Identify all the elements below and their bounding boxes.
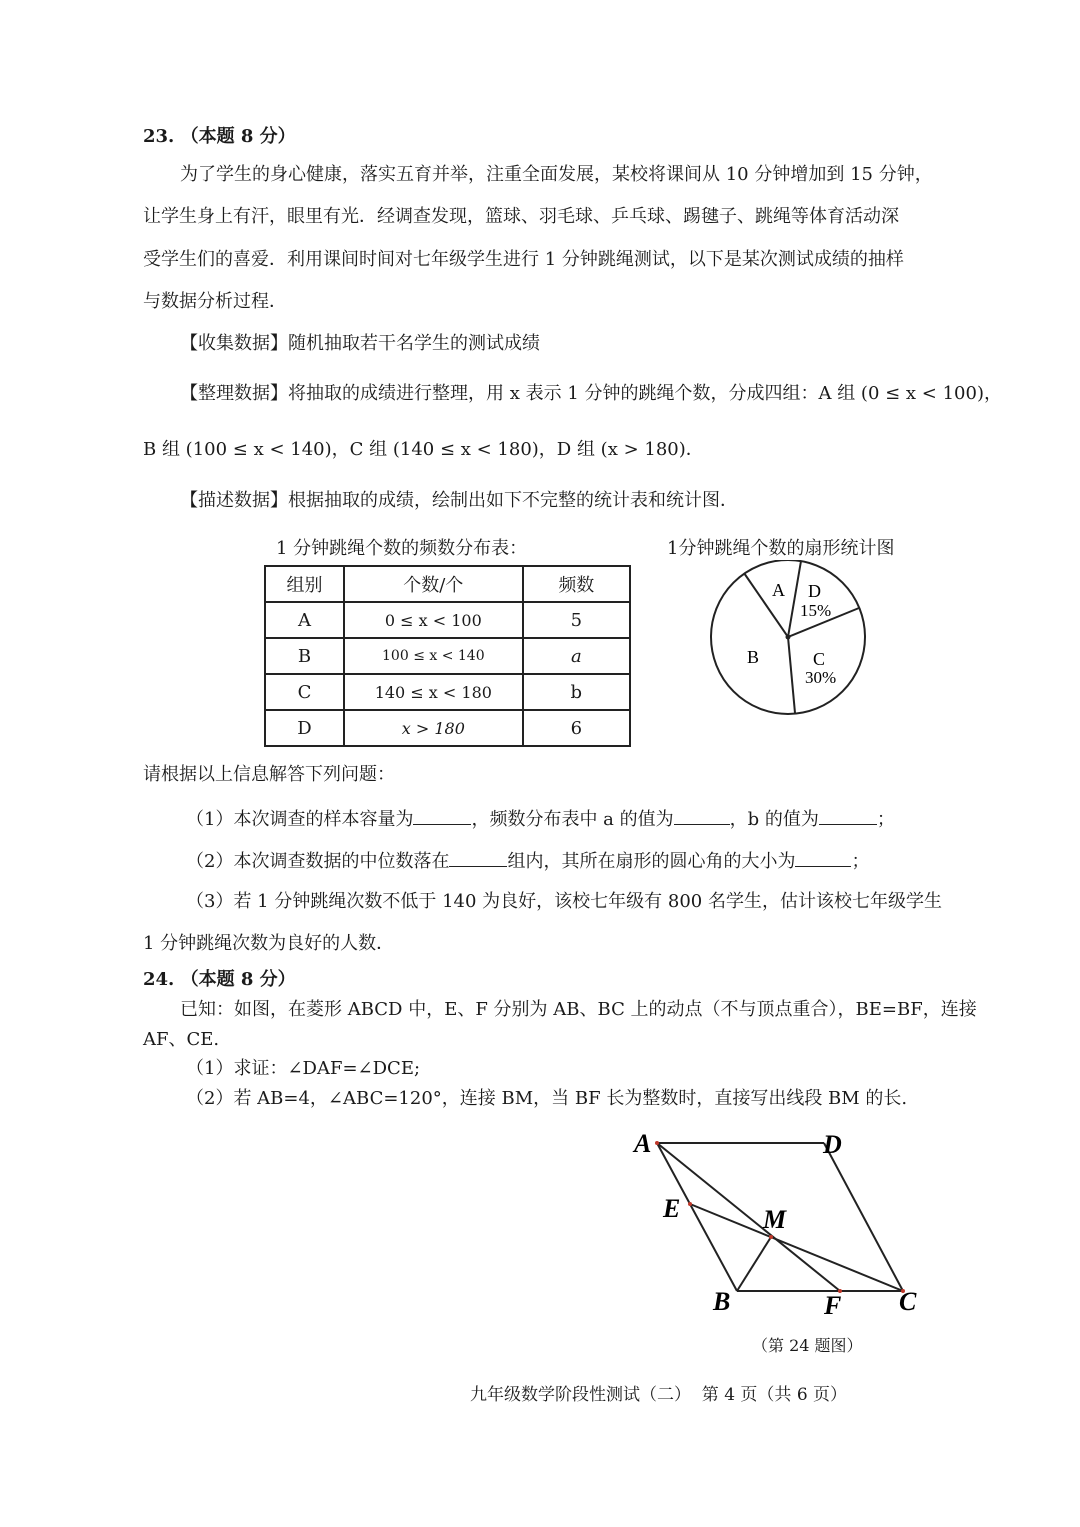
q24-header: 24. （本题 8 分）: [143, 969, 296, 990]
answer-blank[interactable]: [795, 850, 851, 867]
pie-label-c: C: [813, 649, 826, 669]
pie-label-b: B: [747, 647, 760, 667]
side-dc: [824, 1143, 903, 1291]
point-m: [769, 1235, 773, 1239]
label-e: E: [663, 1194, 681, 1223]
table-header-cell: 频数: [523, 566, 630, 602]
table-cell: 140 ≤ x < 180: [344, 674, 523, 710]
sub1-part-c: ，b 的值为: [729, 809, 819, 830]
q24-sub-1: （1）求证：∠DAF=∠DCE;: [186, 1058, 421, 1079]
q23-para-line-3: 受学生们的喜爱．利用课间时间对七年级学生进行 1 分钟跳绳测试，以下是某次测试成绩的抽样: [143, 249, 904, 270]
pie-divider-cb: [788, 637, 795, 713]
pie-label-d-percent: 15%: [800, 601, 832, 620]
table-row: [265, 674, 630, 710]
sub2-end: ；: [851, 851, 870, 872]
q23-para-line-2: 让学生身上有汗，眼里有光．经调查发现，篮球、羽毛球、乒乓球、踢毽子、跳绳等体育活动深: [143, 206, 899, 227]
collect-data-line: 【收集数据】随机抽取若干名学生的测试成绩: [180, 333, 540, 354]
rhombus-figure: [620, 1120, 940, 1320]
q23-header: 23. （本题 8 分）: [143, 126, 296, 147]
describe-data-line: 【描述数据】根据抽取的成绩，绘制出如下不完整的统计表和统计图．: [180, 490, 738, 511]
label-m: M: [763, 1205, 787, 1234]
pie-label-c-percent: 30%: [805, 668, 837, 687]
q23-para-line-1: 为了学生的身心健康，落实五育并举，注重全面发展，某校将课间从 10 分钟增加到 15 分钟，: [180, 164, 933, 185]
table-cell: D: [265, 710, 344, 746]
table-cell: 0 ≤ x < 100: [344, 602, 523, 638]
segment-af: [657, 1143, 840, 1291]
table-header-row: [265, 566, 630, 602]
table-row: [265, 710, 630, 746]
table-cell: A: [265, 602, 344, 638]
table-cell: C: [265, 674, 344, 710]
table-cell: 6: [523, 710, 630, 746]
pie-chart: [700, 560, 880, 730]
point-e: [688, 1202, 692, 1206]
table-cell: b: [523, 674, 630, 710]
organize-data-line-1: 【整理数据】将抽取的成绩进行整理，用 x 表示 1 分钟的跳绳个数，分成四组：A 组 (0 ≤ x < 100)，: [180, 383, 1002, 404]
segment-bm: [737, 1237, 771, 1291]
sub1-end: ；: [876, 809, 895, 830]
label-f: F: [824, 1291, 842, 1320]
table-cell: B: [265, 638, 344, 674]
answer-blank[interactable]: [674, 808, 730, 825]
label-d: D: [823, 1130, 842, 1159]
page-footer: 九年级数学阶段性测试（二） 第 4 页（共 6 页）: [470, 1385, 848, 1405]
answer-blank[interactable]: [449, 850, 507, 867]
pie-label-d: D: [808, 581, 821, 601]
table-header-cell: 组别: [265, 566, 344, 602]
sub-question-2: [186, 850, 869, 871]
pie-divider-ad: [788, 561, 801, 637]
label-c: C: [899, 1287, 917, 1316]
table-row: [265, 602, 630, 638]
pie-center: [786, 635, 791, 640]
question-intro: 请根据以上信息解答下列问题：: [143, 764, 395, 785]
sub2-part-b: 组内，其所在扇形的圆心角的大小为: [507, 851, 796, 872]
sub-question-3-line-2: 1 分钟跳绳次数为良好的人数．: [143, 933, 395, 954]
organize-data-line-2: B 组 (100 ≤ x < 140)，C 组 (140 ≤ x < 180)，D 组 (x > 180)．: [143, 439, 704, 460]
q24-sub-2: （2）若 AB=4，∠ABC=120°，连接 BM，当 BF 长为整数时，直接写出线段 BM 的长.: [186, 1088, 908, 1109]
table-cell: 100 ≤ x < 140: [344, 638, 523, 674]
sub-question-3-line-1: （3）若 1 分钟跳绳次数不低于 140 为良好，该校七年级有 800 名学生，估计该校七年级学生: [186, 891, 942, 912]
label-b: B: [713, 1287, 731, 1316]
sub1-part-a: （1）本次调查的样本容量为: [186, 809, 414, 830]
point-a: [655, 1141, 659, 1145]
sub1-part-b: ，频数分布表中 a 的值为: [471, 809, 674, 830]
pie-label-a: A: [772, 580, 785, 600]
label-a: A: [634, 1129, 652, 1158]
figure-caption: （第 24 题图）: [752, 1336, 863, 1355]
table-cell: 5: [523, 602, 630, 638]
q24-line-2: AF、CE.: [143, 1029, 220, 1050]
table-cell: x > 180: [344, 710, 523, 746]
segment-ce: [690, 1204, 903, 1291]
table-cell: a: [523, 638, 630, 674]
table-title: 1 分钟跳绳个数的频数分布表：: [276, 538, 528, 559]
sub-question-1: [186, 808, 895, 829]
pie-title: 1分钟跳绳个数的扇形统计图: [667, 538, 895, 559]
q24-line-1: 已知：如图，在菱形 ABCD 中，E、F 分别为 AB、BC 上的动点（不与顶点重合），BE=BF，连接: [180, 999, 977, 1020]
answer-blank[interactable]: [413, 808, 471, 825]
table-header-cell: 个数/个: [344, 566, 523, 602]
q23-para-line-4: 与数据分析过程．: [143, 291, 287, 312]
frequency-table: [264, 565, 631, 747]
table-row: [265, 638, 630, 674]
sub2-part-a: （2）本次调查数据的中位数落在: [186, 851, 450, 872]
answer-blank[interactable]: [819, 808, 877, 825]
